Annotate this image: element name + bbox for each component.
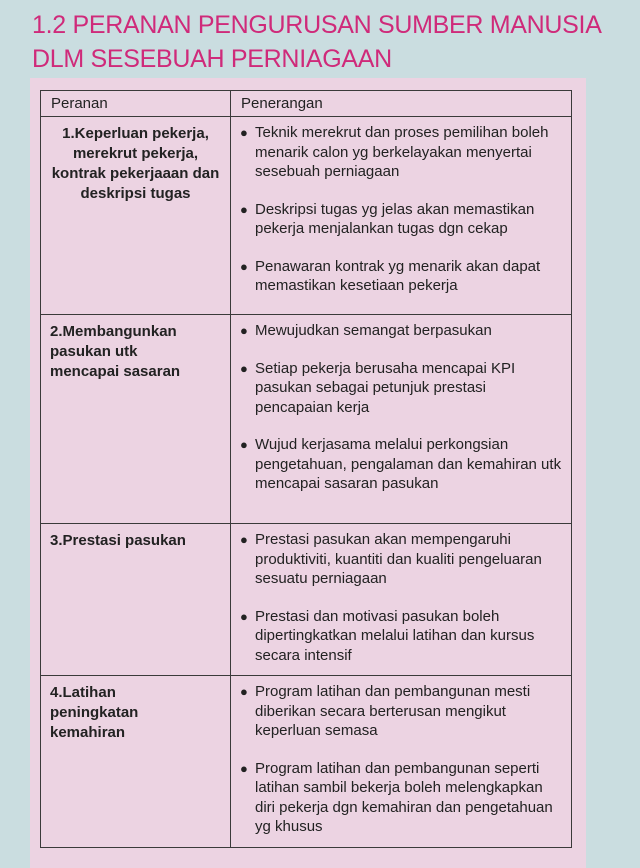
bullet-icon: ● — [240, 258, 248, 274]
list-item: ● Setiap pekerja berusaha mencapai KPI pasukan sebagai petunjuk prestasi pencapaian kerja — [240, 359, 516, 416]
description-cell — [231, 676, 572, 848]
bullet-icon: ● — [240, 201, 248, 217]
role-text — [50, 124, 221, 204]
description-cell — [231, 117, 572, 315]
list-item: ● Program latihan dan pembangunan mesti diberikan secara berterusan mengikut keperluan semasa — [240, 683, 531, 739]
list-item: ● Mewujudkan semangat berpasukan — [240, 322, 492, 339]
list-item: ● Wujud kerjasama melalui perkongsian pengetahuan, pengalaman dan kemahiran utk mencapai sasaran pasukan — [240, 436, 562, 492]
role-number: 1. — [62, 125, 75, 142]
role-text — [50, 531, 221, 551]
role-cell — [41, 117, 231, 315]
table-row — [41, 117, 572, 315]
list-item: ● Program latihan dan pembangunan seperti latihan sambil bekerja boleh melengkapkan diri pekerja dgn kemahiran dan pengetahuan yg khusus — [240, 759, 553, 835]
table-row — [41, 524, 572, 676]
list-item: ● Prestasi dan motivasi pasukan boleh dipertingkatkan melalui latihan dan kursus secara intensif — [240, 607, 535, 664]
list-item: ● Teknik merekrut dan proses pemilihan boleh menarik calon yg berkelayakan menyertai sesebuah perniagaan — [240, 124, 549, 180]
list-item: ● Penawaran kontrak yg menarik akan dapat memastikan kesetiaan pekerja — [240, 257, 541, 294]
role-label: Membangunkan pasukan utk mencapai sasaran — [50, 323, 181, 380]
bullet-icon: ● — [240, 608, 248, 624]
bullet-icon: ● — [240, 760, 248, 776]
table-row — [41, 676, 572, 848]
table-row — [41, 315, 572, 524]
role-text — [50, 322, 221, 382]
list-item: ● Prestasi pasukan akan mempengaruhi produktiviti, kuantiti dan kualiti pengeluaran sesuatu perniagaan — [240, 531, 542, 587]
description-cell — [231, 524, 572, 676]
bullet-icon: ● — [240, 323, 248, 338]
header-peranan: Peranan — [41, 91, 231, 117]
role-cell — [41, 315, 231, 524]
role-cell — [41, 676, 231, 848]
title-line-1: 1.2 PERANAN PENGURUSAN SUMBER MANUSIA — [32, 11, 602, 39]
title-line-2: DLM SESEBUAH PERNIAGAAN — [32, 45, 392, 73]
roles-table — [40, 90, 572, 848]
page-title — [32, 8, 622, 76]
header-penerangan: Penerangan — [231, 91, 572, 117]
bullet-icon: ● — [240, 360, 248, 376]
bullet-icon: ● — [240, 125, 248, 140]
role-number: 3. — [50, 532, 63, 549]
bullet-icon: ● — [240, 437, 248, 452]
role-number: 2. — [50, 323, 63, 340]
bullet-icon: ● — [240, 684, 248, 699]
role-label: Latihan peningkatan kemahiran — [50, 684, 139, 741]
role-label: Keperluan pekerja, merekrut pekerja, kontrak pekerjaaan dan deskripsi tugas — [51, 125, 220, 202]
role-label: Prestasi pasukan — [62, 532, 186, 549]
role-cell — [41, 524, 231, 676]
role-text — [50, 683, 221, 743]
description-cell — [231, 315, 572, 524]
role-number: 4. — [50, 684, 63, 701]
bullet-icon: ● — [240, 532, 248, 547]
list-item: ● Deskripsi tugas yg jelas akan memastikan pekerja menjalankan tugas dgn cekap — [240, 200, 535, 237]
table-header-row — [41, 91, 572, 117]
